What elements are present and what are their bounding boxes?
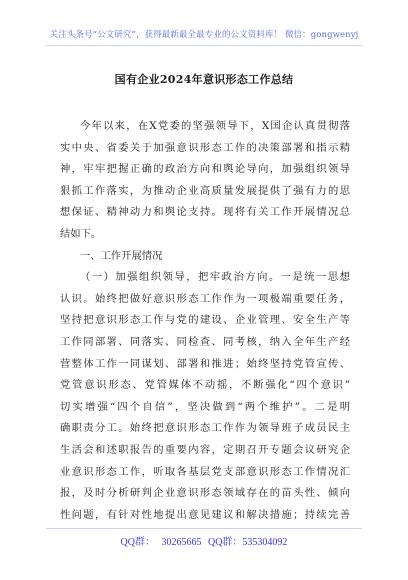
body-line: 工作同部署、同落实、同检查、同考核，纳入全年生产经: [60, 335, 350, 348]
body-line: 结如下。: [60, 227, 102, 240]
document-title: 国有企业2024年意识形态工作总结: [114, 73, 294, 86]
body-line: 切实增强“四个自信”，坚决做到“两个维护”。二是明: [60, 400, 350, 413]
body-line: 今年以来，在X党委的坚强领导下，X国企认真贯彻落: [80, 120, 350, 132]
body-line: 生活会和述职报告的重要内容，定期召开专题会议研究企: [60, 443, 350, 456]
body-line: 认识。始终把做好意识形态工作作为一项极端重要任务，: [60, 292, 350, 305]
footer-rule: [46, 528, 362, 529]
body-line: 坚持把意识形态工作与党的建设、企业管理、安全生产等: [60, 314, 350, 327]
body-line: （一）加强组织领导，把牢政治方向。一是统一思想: [80, 271, 350, 284]
body-line: 性问题，有针对性地提出意见建议和解决措施；持续完善: [60, 508, 350, 521]
section-heading: 一、工作开展情况: [80, 249, 163, 262]
body-line: 神，牢牢把握正确的政治方向和舆论导向，加强组织领导: [60, 163, 350, 176]
body-line: 狠抓工作落实，为推动企业高质量发展提供了强有力的思: [60, 184, 350, 197]
body-line: 确职责分工。始终把意识形态工作作为领导班子成员民主: [60, 422, 350, 435]
body-line: 党管意识形态、党管媒体不动摇，不断强化“四个意识”: [60, 379, 350, 392]
body-line: 实中央、省委关于加强意识形态工作的决策部署和指示精: [60, 141, 350, 154]
body-line: 业意识形态工作，听取各基层党支部意识形态工作情况汇: [60, 465, 350, 478]
body-line: 想保证、精神动力和舆论支持。现将有关工作开展情况总: [60, 206, 350, 219]
document-body: [60, 116, 350, 526]
footer-contact: QQ群： 30265665 QQ群：535304092: [120, 537, 288, 548]
header-rule: [46, 45, 362, 46]
body-line: 营整体工作一同谋划、部署和推进；始终坚持党管宣传、: [60, 357, 350, 370]
header-note: 关注头条号“公文研究”，获得最新最全最专业的公文资料库！ 微信：gongwenyj: [49, 30, 359, 40]
body-line: 报，及时分析研判企业意识形态领域存在的苗头性、倾向: [60, 487, 350, 500]
